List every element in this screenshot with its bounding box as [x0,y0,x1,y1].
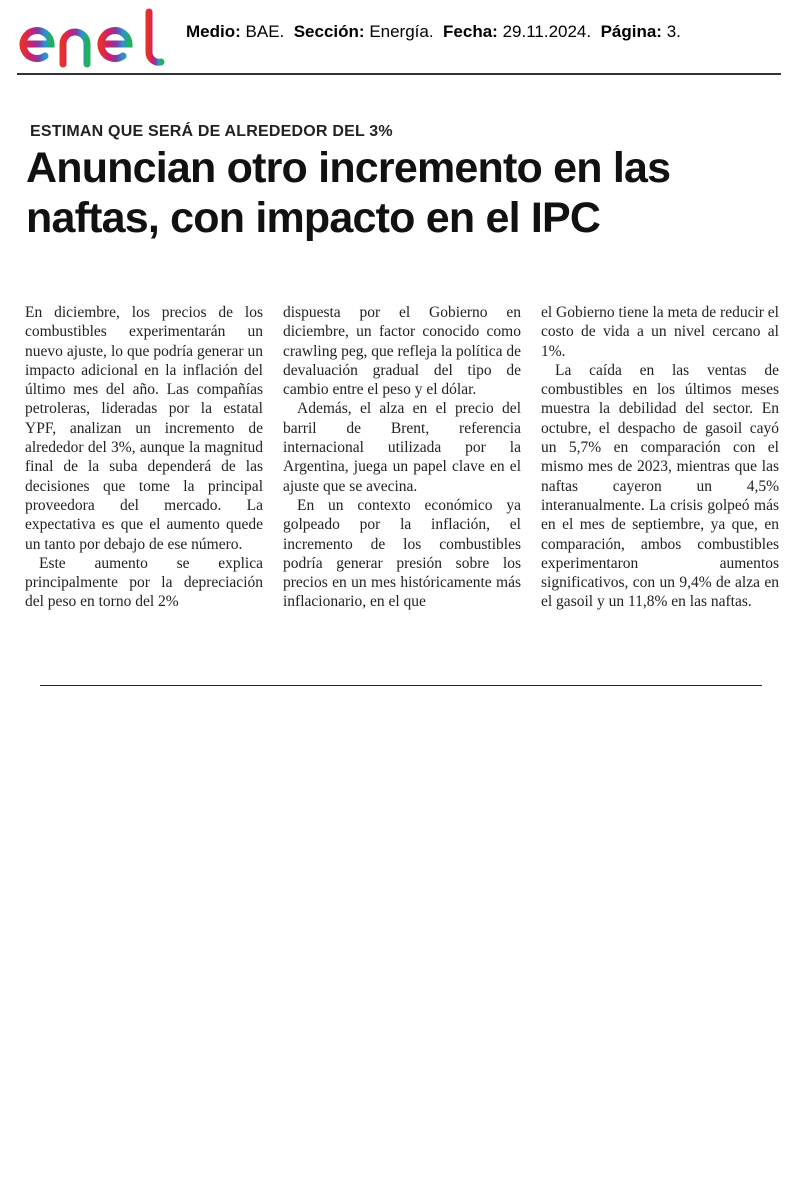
paragraph-6: el Gobierno tiene la meta de reducir el costo de vida a un nivel cercano al 1%. [541,304,779,360]
fecha-label: Fecha: [443,22,498,41]
column-2 [283,303,521,612]
column-3 [541,303,779,612]
medio-value: BAE. [245,22,285,41]
article-end-divider [40,685,762,686]
medio-label: Medio: [186,22,241,41]
article-headline [26,143,726,243]
seccion-value: Energía. [369,22,434,41]
seccion-label: Sección: [293,22,365,41]
headline-line-2: naftas, con impacto en el IPC [26,194,601,242]
article-body [25,303,781,643]
paragraph-1: En diciembre, los precios de los combustibles experimentarán un nuevo ajuste, lo que podría generar un impacto adicional en la inflación del último mes del año. Las compañías petroleras, lideradas por la estatal YPF, analizan un incremento de alrededor del 3%, aunque la magnitud final de la suba dependerá de las decisiones que tome la principal proveedora del mercado. La expectativa es que el aumento quede un tanto por debajo de ese número. [25,304,263,553]
paragraph-2: Este aumento se explica principalmente por la depreciación del peso en torno del 2% [25,554,263,611]
publication-metadata [186,22,681,42]
fecha-value: 29.11.2024. [502,22,592,41]
pagina-label: Página: [600,22,662,41]
column-1 [25,303,263,612]
headline-line-1: Anuncian otro incremento en las [26,144,671,192]
enel-logo [17,8,169,68]
paragraph-3: dispuesta por el Gobierno en diciembre, un factor conocido como crawling peg, que refleja la política de devaluación gradual del tipo de cambio entre el peso y el dólar. [283,304,521,399]
article-kicker: ESTIMAN QUE SERÁ DE ALREDEDOR DEL 3% [30,123,393,140]
paragraph-4: Además, el alza en el precio del barril de Brent, referencia internacional utilizada por la Argentina, juega un papel clave en el ajuste que se avecina. [283,400,521,495]
header-divider [17,73,781,75]
pagina-value: 3. [666,22,681,41]
page-header [0,0,800,76]
paragraph-7: La caída en las ventas de combustibles en los últimos meses muestra la debilidad del sector. En octubre, el despacho de gasoil cayó un 5,7% en comparación con el mismo mes de 2023, mientras que las naftas cayeron un 4,5% interanualmente. La crisis golpeó más en el mes de septiembre, ya que, en comparación, ambos combustibles experimentaron aumentos significativos, con un 9,4% de alza en el gasoil y un 11,8% en las naftas. [541,361,779,611]
paragraph-5: En un contexto económico ya golpeado por la inflación, el incremento de los combustibles podría generar presión sobre los precios en un mes históricamente más inflacionario, en el que [283,496,521,611]
